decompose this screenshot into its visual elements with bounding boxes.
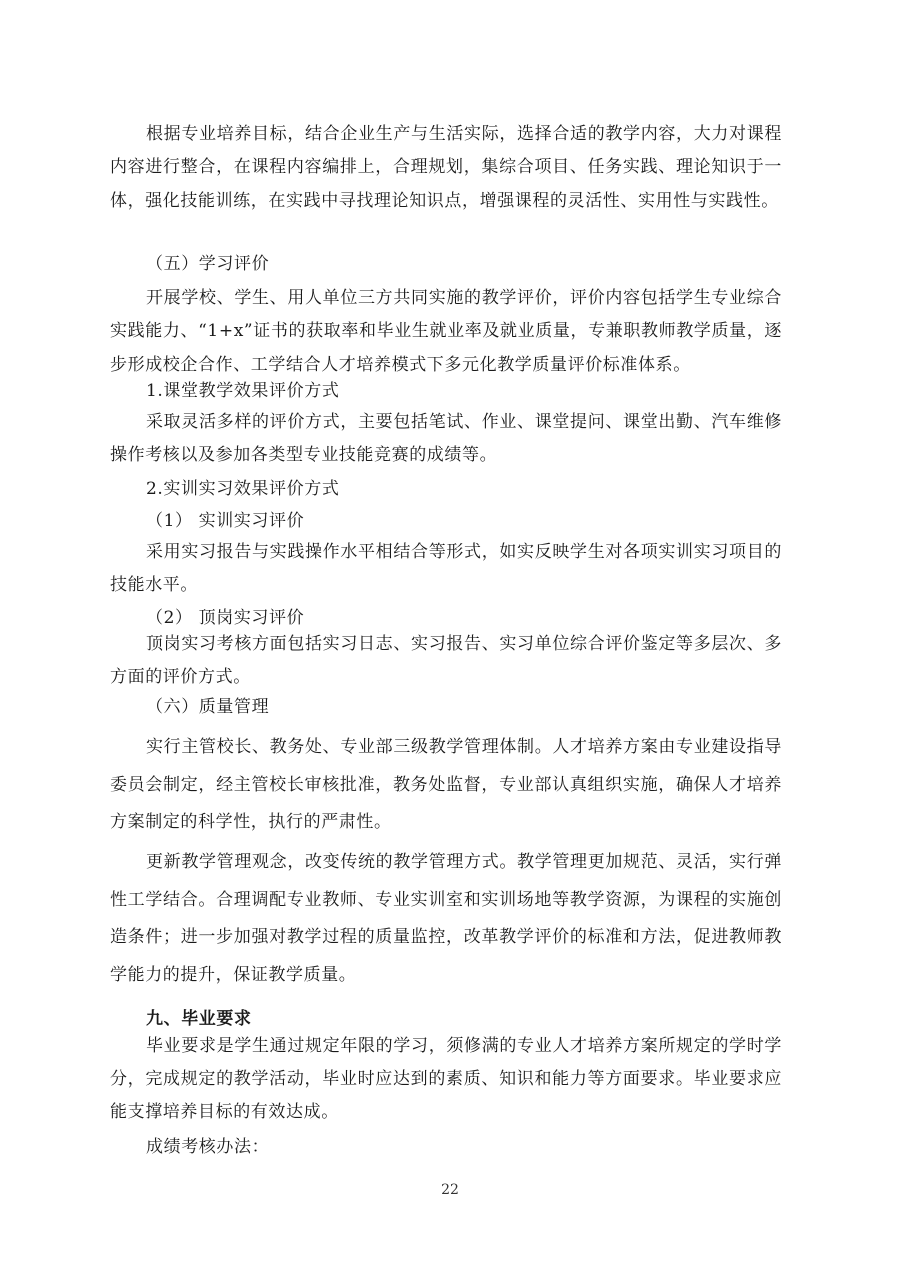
quality-management-paragraph-2: 更新教学管理观念，改变传统的教学管理方式。教学管理更加规范、灵活，实行弹性工学结合。合理调配专业教师、专业实训室和实训场地等教学资源，为课程的实施创造条件；进一步加强对教学过程的质量监控，改革教学评价的标准和方法，促进教师教学能力的提升，保证教学质量。 [110,852,782,985]
curriculum-paragraph: 根据专业培养目标，结合企业生产与生活实际，选择合适的教学内容，大力对课程内容进行整合，在课程内容编排上，合理规划，集综合项目、任务实践、理论知识于一体，强化技能训练，在实践中寻找理论知识点，增强课程的灵活性、实用性与实践性。 [110,124,782,211]
graduation-requirements-paragraph: 毕业要求是学生通过规定年限的学习，须修满的专业人才培养方案所规定的学时学分，完成规定的教学活动，毕业时应达到的素质、知识和能力等方面要求。毕业要求应能支撑培养目标的有效达成。 [110,1036,782,1122]
section-6-heading: （六）质量管理 [146,697,270,717]
section-9-heading: 九、毕业要求 [146,1009,252,1029]
training-evaluation-paragraph: 采用实习报告与实践操作水平相结合等形式，如实反映学生对各项实训实习项目的技能水平。 [110,542,782,596]
classroom-evaluation-paragraph: 采取灵活多样的评价方式，主要包括笔试、作业、课堂提问、课堂出勤、汽车维修操作考核以及参加各类型专业技能竞赛的成绩等。 [110,412,782,466]
assessment-method-label: 成绩考核办法： [146,1137,270,1157]
training-evaluation-subheading: （1） 实训实习评价 [146,511,305,531]
internship-evaluation-paragraph: 顶岗实习考核方面包括实习日志、实习报告、实习单位综合评价鉴定等多层次、多方面的评价方式。 [110,634,782,688]
internship-evaluation-subheading: （2） 顶岗实习评价 [146,608,305,628]
section-5-heading: （五）学习评价 [146,254,270,274]
page-number: 22 [441,1182,459,1198]
quality-management-paragraph-1: 实行主管校长、教务处、专业部三级教学管理体制。人才培养方案由专业建设指导委员会制定，经主管校长审核批准，教务处监督，专业部认真组织实施，确保人才培养方案制定的科学性，执行的严肃性。 [110,737,782,832]
practice-evaluation-heading: 2.实训实习效果评价方式 [146,479,340,499]
classroom-evaluation-heading: 1.课堂教学效果评价方式 [146,381,340,401]
evaluation-intro-paragraph: 开展学校、学生、用人单位三方共同实施的教学评价，评价内容包括学生专业综合实践能力、“1+x”证书的获取率和毕业生就业率及就业质量，专兼职教师教学质量，逐步形成校企合作、工学结合人才培养模式下多元化教学质量评价标准体系。 [110,288,782,375]
